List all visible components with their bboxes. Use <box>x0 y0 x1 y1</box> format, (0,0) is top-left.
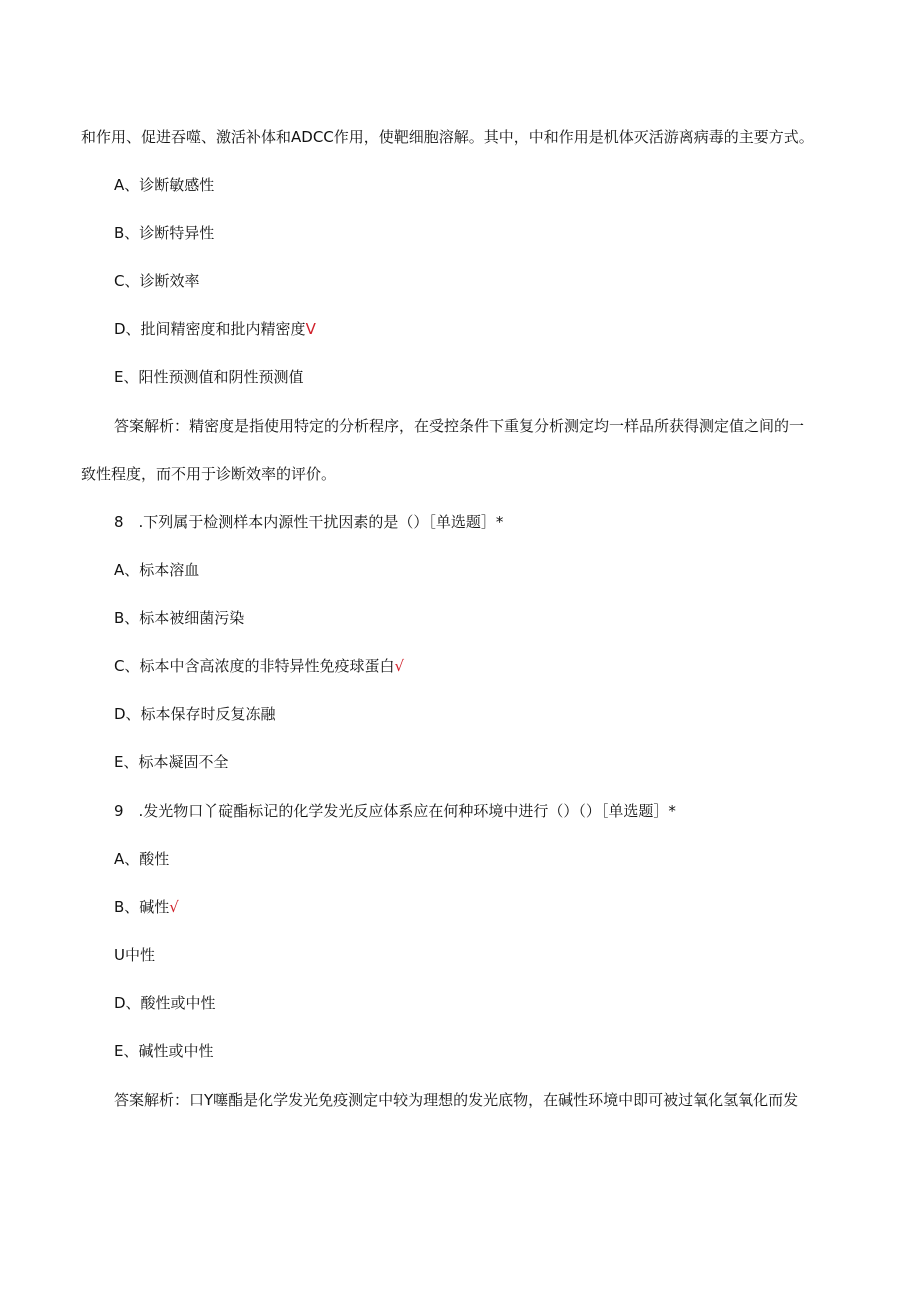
q8-option-d: D、标本保存时反复冻融 <box>114 705 276 723</box>
q7-correct-check-mark: V <box>305 320 316 338</box>
intro-continuation-text: 和作用、促进吞噬、激活补体和ADCC作用，使靶细胞溶解。其中，中和作用是机体灭活游离病毒的主要方式。 <box>81 128 814 146</box>
q9-option-c: U中性 <box>114 946 155 964</box>
q7-explanation-line1: 答案解析：精密度是指使用特定的分析程序，在受控条件下重复分析测定均一样品所获得测定值之间的一 <box>114 417 805 435</box>
q8-option-c <box>114 656 404 676</box>
q7-option-d <box>114 319 316 339</box>
q7-option-b: B、诊断特异性 <box>114 224 215 242</box>
q7-option-d-text: D、批间精密度和批内精密度 <box>114 320 306 338</box>
q8-option-b: B、标本被细菌污染 <box>114 609 245 627</box>
q9-option-b <box>114 897 179 917</box>
q8-option-e: E、标本凝固不全 <box>114 753 229 771</box>
q8-correct-check-mark: √ <box>394 657 405 675</box>
q9-question: 9 .发光物口丫碇酯标记的化学发光反应体系应在何种环境中进行（）（）［单选题］* <box>114 802 676 820</box>
q9-option-d: D、酸性或中性 <box>114 994 216 1012</box>
q9-explanation: 答案解析：口Y噻酯是化学发光免疫测定中较为理想的发光底物，在碱性环境中即可被过氧化氢氧化而发 <box>114 1091 799 1109</box>
q9-option-a: A、酸性 <box>114 850 170 868</box>
q8-question: 8 .下列属于检测样本内源性干扰因素的是（）［单选题］* <box>114 513 504 531</box>
q9-option-e: E、碱性或中性 <box>114 1042 214 1060</box>
q8-option-a: A、标本溶血 <box>114 561 200 579</box>
q9-option-b-text: B、碱性 <box>114 898 170 916</box>
q7-explanation-line2: 致性程度，而不用于诊断效率的评价。 <box>81 465 337 483</box>
q9-correct-check-mark: √ <box>169 898 179 916</box>
q7-option-a: A、诊断敏感性 <box>114 176 215 194</box>
q7-option-c: C、诊断效率 <box>114 272 200 290</box>
q8-option-c-text: C、标本中含高浓度的非特异性免疫球蛋白 <box>114 657 395 675</box>
q7-option-e: E、阳性预测值和阴性预测值 <box>114 368 304 386</box>
